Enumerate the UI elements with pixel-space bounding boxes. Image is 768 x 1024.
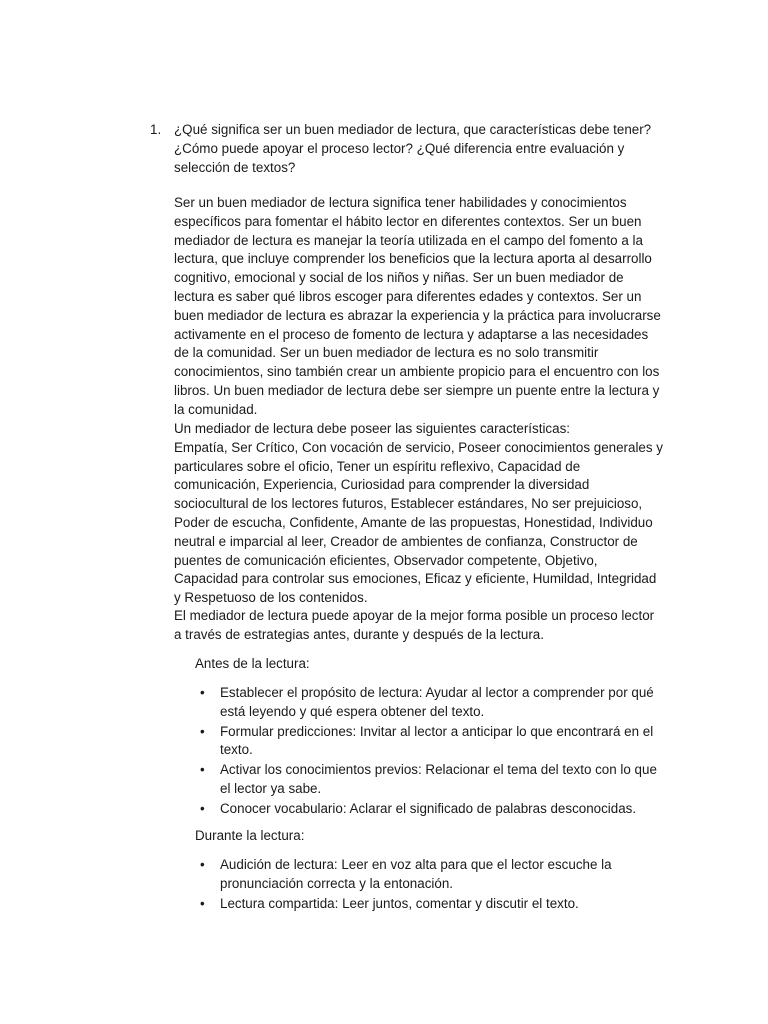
- paragraph-good-mediator: Ser un buen mediador de lectura significa tener habilidades y conocimientos específicos para fomentar el hábito lector en diferentes contextos. Ser un buen mediador de lectura es manejar la teoría utilizada en el campo del fomento a la lectura, que incluye comprender los beneficios que la lectura aporta al desarrollo cognitivo, emocional y social de los niños y niñas. Ser un buen mediador de lectura es saber qué libros escoger para diferentes edades y contextos. Ser un buen mediador de lectura es abrazar la experiencia y la práctica para involucrarse activamente en el proceso de fomento de lectura y adaptarse a las necesidades de la comunidad. Ser un buen mediador de lectura es no solo transmitir conocimientos, sino también crear un ambiente propicio para el encuentro con los libros. Un buen mediador de lectura debe ser siempre un puente entre la lectura y la comunidad.: [174, 195, 661, 417]
- list-item: • Activar los conocimientos previos: Relacionar el tema del texto con lo que el lector ya sabe.: [200, 761, 670, 799]
- characteristics-intro: Un mediador de lectura debe poseer las siguientes características:: [174, 421, 570, 436]
- paragraph-support-strategies: El mediador de lectura puede apoyar de la mejor forma posible un proceso lector a través de estrategias antes, durante y después de la lectura.: [174, 608, 655, 642]
- list-item: • Audición de lectura: Leer en voz alta para que el lector escuche la pronunciación correcta y la entonación.: [200, 856, 670, 894]
- subheading-during-reading: Durante la lectura:: [195, 828, 305, 843]
- subheading-before-reading: Antes de la lectura:: [195, 656, 310, 671]
- list-item: • Establecer el propósito de lectura: Ayudar al lector a comprender por qué está leyendo y qué espera obtener del texto.: [200, 684, 670, 722]
- list-item: • Formular predicciones: Invitar al lector a anticipar lo que encontrará en el texto.: [200, 723, 670, 761]
- before-reading-list: [200, 684, 670, 820]
- question-number: 1.: [150, 122, 162, 137]
- during-reading-list: [200, 856, 670, 914]
- list-item: • Conocer vocabulario: Aclarar el significado de palabras desconocidas.: [200, 800, 670, 819]
- paragraph-characteristics: [174, 420, 664, 608]
- list-item: • Lectura compartida: Leer juntos, comentar y discutir el texto.: [200, 895, 670, 914]
- question-text: ¿Qué significa ser un buen mediador de lectura, que características debe tener? ¿Cómo puede apoyar el proceso lector? ¿Qué diferencia entre evaluación y selección de textos?: [174, 122, 652, 175]
- characteristics-list: Empatía, Ser Crítico, Con vocación de servicio, Poseer conocimientos generales y particulares sobre el oficio, Tener un espíritu reflexivo, Capacidad de comunicación, Experiencia, Curiosidad para comprender la diversidad sociocultural de los lectores futuros, Establecer estándares, No ser prejuicioso, Poder de escucha, Confidente, Amante de las propuestas, Honestidad, Individuo neutral e imparcial al leer, Creador de ambientes de confianza, Constructor de puentes de comunicación eficientes, Observador competente, Objetivo, Capacidad para controlar sus emociones, Eficaz y eficiente, Humildad, Integridad y Respetuoso de los contenidos.: [174, 439, 663, 606]
